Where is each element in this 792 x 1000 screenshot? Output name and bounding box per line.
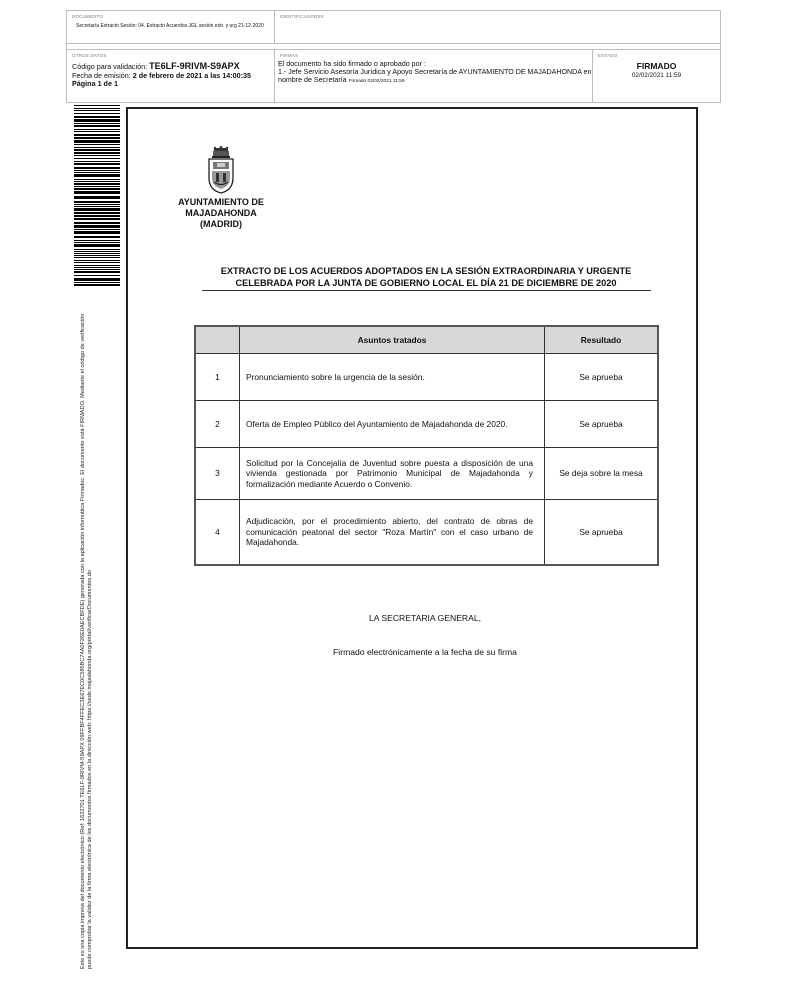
municipality-name <box>168 197 274 230</box>
row-number: 2 <box>195 401 240 448</box>
title-line1: EXTRACTO DE LOS ACUERDOS ADOPTADOS EN LA SESIÓN EXTRAORDINARIA Y URGENTE <box>220 266 632 276</box>
identificadores-label: IDENTIFICADORES <box>280 14 325 19</box>
documento-cell <box>67 11 275 44</box>
validation-code: TE6LF-9RIVM-S9APX <box>149 61 240 71</box>
firmas-small: Firmado 02/02/2021 11:59 <box>348 79 405 84</box>
verification-margin-text: Este es una copia impresa del documento electrónico (Ref: 1632701 TE6LF-9RIVM-S9APX 09FFBF4FFEC3E67EC0C585BC74A0F26E0AECBFDE) generada con la aplicación informática Firmadoc. El documento está FIRMADO. Mediante el código de verificación puede comprobar la validez de la firma electrónica de los documentos firmados en la dirección web: https://sede.majadahonda.org/portal/verificarDocumentos.do <box>80 313 93 969</box>
identificadores-cell <box>275 11 720 44</box>
table-row <box>195 401 658 448</box>
row-result: Se aprueba <box>545 500 659 565</box>
page-title <box>200 265 652 289</box>
table-row <box>195 354 658 401</box>
row-number: 3 <box>195 448 240 500</box>
header-subject: Asuntos tratados <box>240 326 545 354</box>
firmas-label: FIRMAS <box>280 53 299 58</box>
page-count: Página 1 de 1 <box>72 79 118 89</box>
status-badge: FIRMADO <box>636 61 677 71</box>
signature-role: LA SECRETARIA GENERAL, <box>368 613 482 623</box>
row-number: 4 <box>195 500 240 565</box>
coat-of-arms-icon <box>206 146 236 194</box>
signature-header <box>66 10 721 103</box>
table-row <box>195 448 658 500</box>
agreements-table <box>194 325 659 566</box>
row-number: 1 <box>195 354 240 401</box>
firmas-cell <box>275 49 593 102</box>
header-num-cell <box>195 326 240 354</box>
barcode-icon <box>74 105 120 287</box>
municipality-line3: (MADRID) <box>200 219 242 229</box>
municipality-line1: AYUNTAMIENTO DE <box>178 197 264 207</box>
otros-datos-text <box>72 62 251 89</box>
estado-label: ESTADO <box>598 53 618 58</box>
table-row <box>195 500 658 565</box>
row-subject: Pronunciamiento sobre la urgencia de la sesión. <box>240 354 545 401</box>
header-result: Resultado <box>545 326 659 354</box>
municipality-line2: MAJADAHONDA <box>185 208 257 218</box>
title-underline <box>202 290 651 291</box>
signature-note: Firmado electrónicamente a la fecha de su firma <box>333 647 517 657</box>
otros-datos-label: OTROS DATOS <box>72 53 107 58</box>
row-result: Se deja sobre la mesa <box>545 448 659 500</box>
estado-cell <box>593 49 720 102</box>
firmas-line1: El documento ha sido firmado o aprobado por : <box>278 60 426 68</box>
row-result: Se aprueba <box>545 354 659 401</box>
row-subject: Solicitud por la Concejalía de Juventud sobre puesta a disposición de una vivienda gestionada por Patrimonio Municipal de Majadahonda y formalización mediante Acuerdo o Convenio. <box>240 448 545 500</box>
firmas-text <box>278 60 593 86</box>
documento-text: Secretaría Extracto Sesión: 04. Extracto Acuerdos JGL sesión extr. y urg 21-12-2020 <box>76 23 264 29</box>
documento-label: DOCUMENTO <box>72 14 104 19</box>
table-header-row <box>195 326 658 354</box>
row-subject: Oferta de Empleo Público del Ayuntamiento de Majadahonda de 2020. <box>240 401 545 448</box>
emission-date: 2 de febrero de 2021 a las 14:00:35 <box>132 70 251 80</box>
otros-datos-cell <box>67 49 275 102</box>
codigo-prefix: Código para validación: <box>72 62 148 71</box>
firmas-line2: 1.- Jefe Servicio Asesoría Jurídica y Apoyo Secretaría de AYUNTAMIENTO DE MAJADAHONDA en nombre de Secretaría <box>278 68 592 84</box>
title-line2: CELEBRADA POR LA JUNTA DE GOBIERNO LOCAL EL DÍA 21 DE DICIEMBRE DE 2020 <box>235 278 617 288</box>
row-result: Se aprueba <box>545 401 659 448</box>
fecha-prefix: Fecha de emisión: <box>72 70 131 80</box>
status-date: 02/02/2021 11:59 <box>631 72 682 79</box>
row-subject: Adjudicación, por el procedimiento abierto, del contrato de obras de comunicación peatonal del sector "Roza Martín" con el caso urbano de Majadahonda. <box>240 500 545 565</box>
